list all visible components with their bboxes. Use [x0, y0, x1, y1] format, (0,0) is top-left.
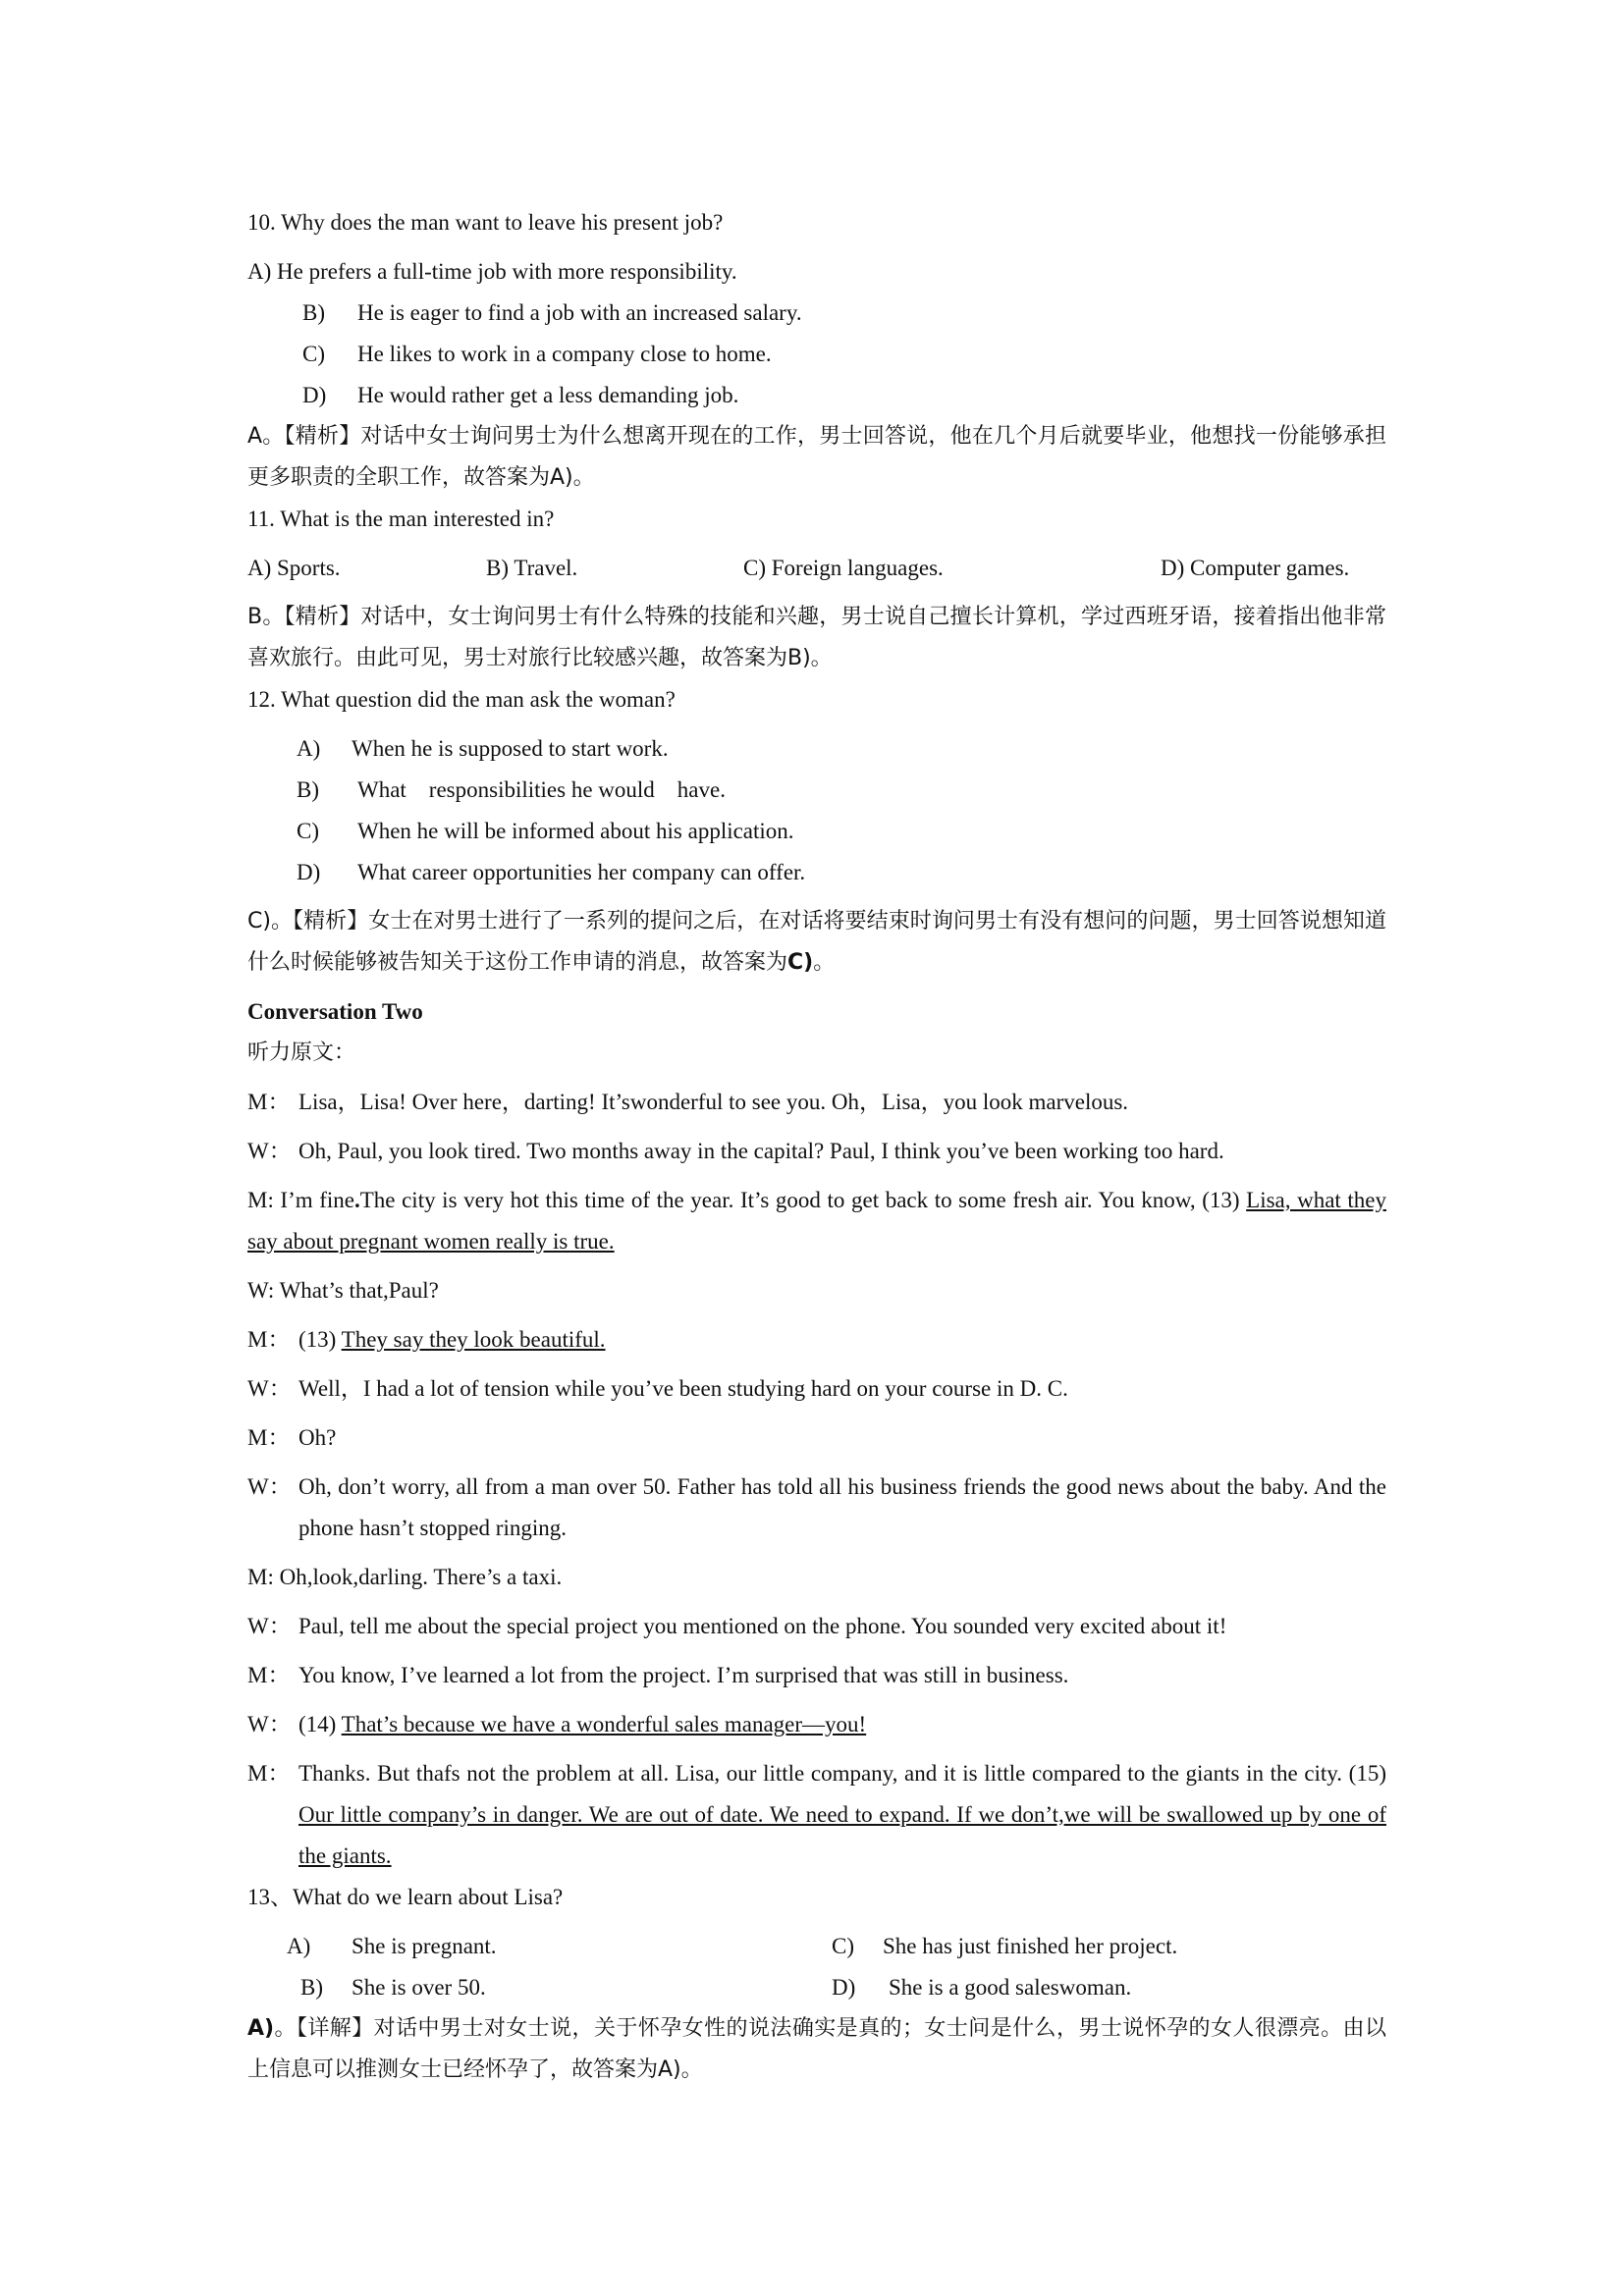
- speaker: M：: [247, 1663, 291, 1687]
- utterance: [298, 1753, 1386, 1877]
- option-label: C): [297, 819, 319, 843]
- option-label: D): [297, 860, 321, 884]
- underlined-answer: Lisa, what they say about pregnant women really is true.: [247, 1188, 1386, 1254]
- dialogue-line-1: [247, 1082, 1386, 1123]
- utterance: You know, I’ve learned a lot from the project. I’m surprised that was still in business.: [298, 1663, 1069, 1687]
- dialogue-line-5: [247, 1319, 1386, 1361]
- option-text: When he will be informed about his application.: [357, 819, 794, 843]
- utterance: Oh, Paul, you look tired. Two months away in the capital? Paul, I think you’ve been working too hard.: [298, 1139, 1224, 1163]
- option-label: D): [302, 383, 327, 407]
- q11-analysis: B。【精析】对话中，女士询问男士有什么特殊的技能和兴趣，男士说自己擅长计算机，学过西班牙语，接着指出他非常喜欢旅行。由此可见，男士对旅行比较感兴趣，故答案为B)。: [247, 605, 1386, 670]
- q10-option-d: [247, 375, 1386, 416]
- q10-analysis: A。【精析】对话中女士询问男士为什么想离开现在的工作，男士回答说，他在几个月后就要毕业，他想找一份能够承担更多职责的全职工作，故答案为A)。: [247, 424, 1386, 490]
- q11-option-a: A) Sports.: [247, 556, 341, 580]
- q12-option-d: [247, 852, 1386, 893]
- dialogue-line-6: [247, 1368, 1386, 1410]
- speaker: M：: [247, 1327, 291, 1352]
- q10-option-b: [247, 293, 1386, 334]
- dialogue-line-2: [247, 1131, 1386, 1172]
- option-text: He is eager to find a job with an increased salary.: [357, 300, 802, 325]
- q13-option-b: [247, 1967, 832, 2008]
- q13-option-d: [832, 1967, 1131, 2008]
- option-label: B): [302, 300, 325, 325]
- answer-bold: A): [247, 2016, 275, 2041]
- q13-options-row-2: [247, 1967, 1386, 2008]
- underlined-answer: They say they look beautiful.: [341, 1327, 606, 1352]
- dialogue-line-10: [247, 1606, 1386, 1647]
- q10-option-a: A) He prefers a full-time job with more responsibility.: [247, 259, 737, 284]
- q11-option-d: D) Computer games.: [1161, 556, 1350, 580]
- utterance: [298, 1319, 1386, 1361]
- speaker: W：: [247, 1474, 292, 1499]
- document-content: [247, 202, 1386, 2091]
- speaker: M：: [247, 1761, 291, 1786]
- option-text: She is a good saleswoman.: [889, 1975, 1132, 2000]
- question-12: 12. What question did the man ask the woman?: [247, 687, 676, 712]
- option-label: B): [300, 1975, 323, 2000]
- q10-option-c: [247, 334, 1386, 375]
- option-label: C): [302, 342, 325, 366]
- section-title: Conversation Two: [247, 999, 423, 1024]
- speaker: M：: [247, 1090, 291, 1114]
- option-text: She is over 50.: [352, 1975, 486, 2000]
- speaker: W：: [247, 1139, 292, 1163]
- option-text: What responsibilities he would have.: [357, 777, 726, 802]
- dialogue-line-3: [247, 1180, 1386, 1262]
- utterance: Well，I had a lot of tension while you’ve been studying hard on your course in D. C.: [298, 1376, 1068, 1401]
- q13-option-c: [832, 1926, 1177, 1967]
- dialogue-line-4: W: What’s that,Paul?: [247, 1278, 439, 1303]
- option-text: She is pregnant.: [352, 1934, 497, 1958]
- q11-option-b: B) Travel.: [486, 556, 578, 580]
- utterance: Oh, don’t worry, all from a man over 50. Father has told all his business friends the good news about the baby. And the phone hasn’t stopped ringing.: [298, 1474, 1386, 1540]
- blank-number: (14): [298, 1712, 342, 1736]
- q13-options-row-1: [247, 1926, 1386, 1967]
- dialogue-line-12: [247, 1704, 1386, 1745]
- option-text: When he is supposed to start work.: [352, 736, 669, 761]
- utterance-text: Thanks. But thafs not the problem at all. Lisa, our little company, and it is little compared to the giants in the city. (15): [298, 1761, 1386, 1786]
- dialogue-line-8: [247, 1467, 1386, 1549]
- question-11: 11. What is the man interested in?: [247, 507, 555, 531]
- utterance: Lisa，Lisa! Over here，darting! It’swonderful to see you. Oh，Lisa，you look marvelous.: [298, 1090, 1129, 1114]
- q12-option-c: [247, 811, 1386, 852]
- dialogue-line-9: M: Oh,look,darling. There’s a taxi.: [247, 1565, 563, 1589]
- q13-analysis: [247, 2008, 1386, 2091]
- bold-dot: .: [354, 1188, 360, 1212]
- option-label: A): [297, 736, 321, 761]
- dialogue-line-7: [247, 1417, 1386, 1459]
- option-text: He would rather get a less demanding job.: [357, 383, 739, 407]
- dialogue-line-13: [247, 1753, 1386, 1877]
- speaker: W：: [247, 1376, 292, 1401]
- option-label: C): [832, 1934, 854, 1958]
- option-text: What career opportunities her company can offer.: [357, 860, 806, 884]
- q12-option-b: [247, 770, 1386, 811]
- q11-option-c: C) Foreign languages.: [743, 556, 944, 580]
- answer-bold: C): [787, 950, 814, 975]
- option-label: D): [832, 1975, 856, 2000]
- question-13: 13、What do we learn about Lisa?: [247, 1885, 564, 1909]
- q13-option-a: [247, 1926, 832, 1967]
- utterance-cont: The city is very hot this time of the year. It’s good to get back to some fresh air. You know, (13): [359, 1188, 1247, 1212]
- utterance: Paul, tell me about the special project you mentioned on the phone. You sounded very excited about it!: [298, 1614, 1227, 1638]
- dialogue-line-11: [247, 1655, 1386, 1696]
- speaker: W：: [247, 1614, 292, 1638]
- option-label: A): [287, 1934, 311, 1958]
- option-text: She has just finished her project.: [883, 1934, 1178, 1958]
- option-text: He likes to work in a company close to home.: [357, 342, 772, 366]
- underlined-answer: That’s because we have a wonderful sales manager—you!: [341, 1712, 867, 1736]
- blank-number: (13): [298, 1327, 342, 1352]
- question-10: 10. Why does the man want to leave his present job?: [247, 210, 724, 235]
- q12-analysis: [247, 901, 1386, 984]
- speaker: W：: [247, 1712, 292, 1736]
- q12-option-a: [247, 728, 1386, 770]
- speaker: M：: [247, 1425, 291, 1450]
- q11-options: [247, 548, 1386, 589]
- utterance: M: I’m fine: [247, 1188, 354, 1212]
- option-label: B): [297, 777, 319, 802]
- utterance: Oh?: [298, 1425, 337, 1450]
- analysis-end: 。: [813, 950, 836, 975]
- analysis-text: 。【详解】对话中男士对女士说，关于怀孕女性的说法确实是真的；女士问是什么，男士说怀孕的女人很漂亮。由以上信息可以推测女士已经怀孕了，故答案为A)。: [247, 2016, 1386, 2082]
- underlined-answer: Our little company’s in danger. We are out of date. We need to expand. If we don’t,we will be swallowed up by one of the giants.: [298, 1802, 1386, 1868]
- utterance: [298, 1704, 1386, 1745]
- analysis-text: C)。【精析】女士在对男士进行了一系列的提问之后，在对话将要结束时询问男士有没有想问的问题，男士回答说想知道什么时候能够被告知关于这份工作申请的消息，故答案为: [247, 909, 1386, 975]
- section-subtitle: 听力原文：: [247, 1041, 356, 1065]
